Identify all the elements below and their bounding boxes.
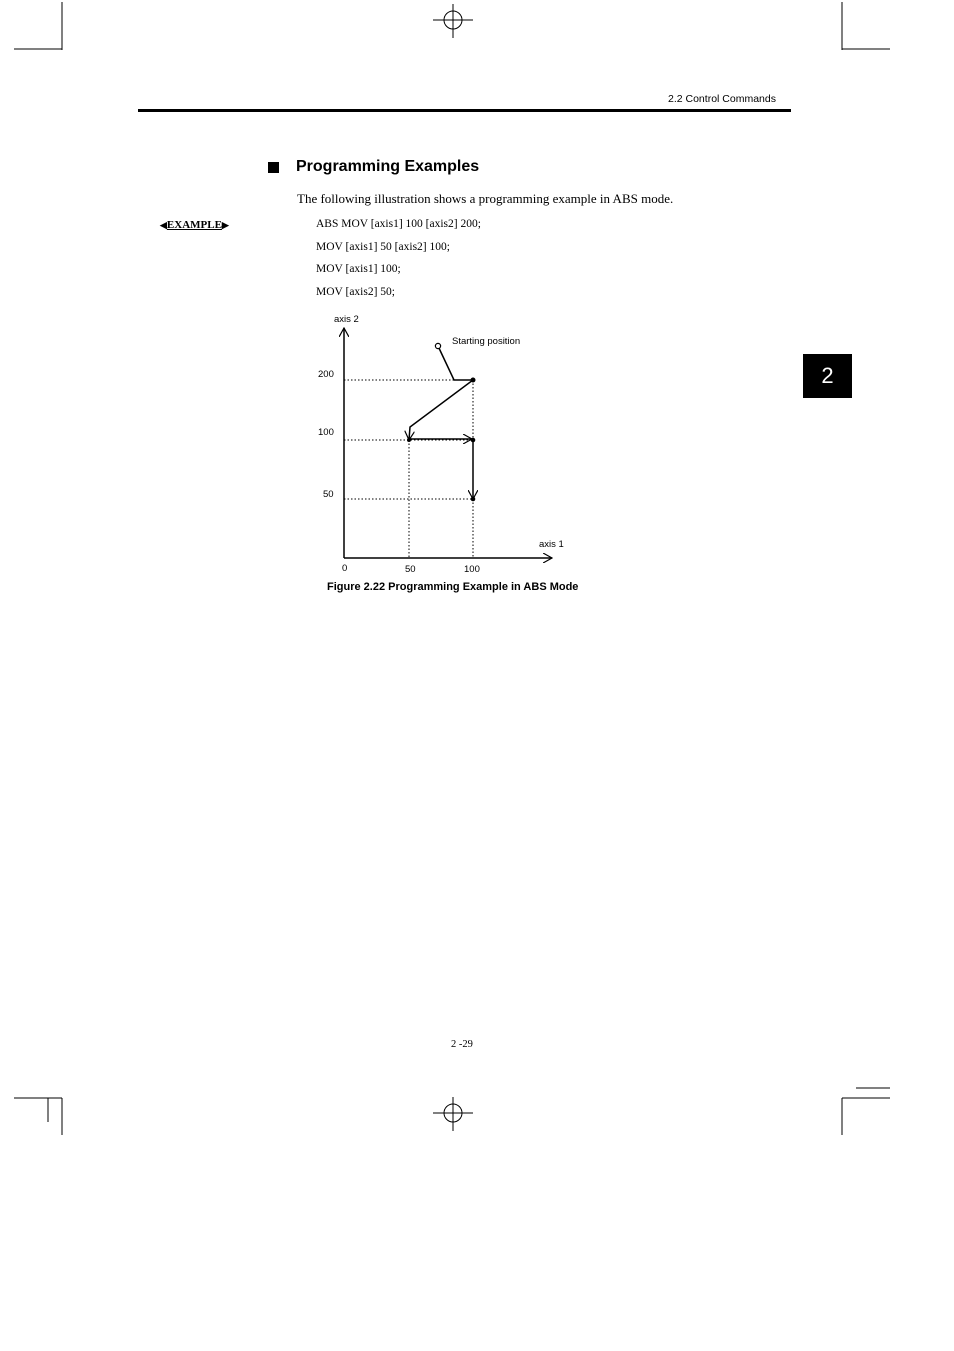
starting-position-label: Starting position [452,336,521,347]
section-heading [268,158,479,176]
path-seg-1 [409,380,473,440]
right-triangle-icon: ▶ [221,219,229,230]
x-tick-label: 0 [342,563,348,574]
y-tick-label: 50 [323,489,334,500]
code-line: MOV [axis1] 100; [316,263,401,275]
start-leader [438,346,473,380]
header-rule [138,109,791,112]
example-tag [160,219,229,231]
page-number: 2 -29 [451,1039,473,1050]
x-tick-label: 100 [464,564,480,575]
y-tick-label: 100 [318,427,334,438]
point-100-200 [471,378,476,383]
figure-caption: Figure 2.22 Programming Example in ABS Mode [327,581,579,593]
point-100-100 [471,438,476,443]
x-tick-label: 50 [405,564,416,575]
code-line: MOV [axis1] 50 [axis2] 100; [316,241,450,253]
code-line: MOV [axis2] 50; [316,286,396,298]
code-line: ABS MOV [axis1] 100 [axis2] 200; [316,218,481,230]
y-tick-label: 200 [318,369,334,380]
start-marker [435,343,440,348]
intro-paragraph: The following illustration shows a programming example in ABS mode. [297,191,674,206]
abs-mode-figure [300,305,600,580]
point-100-50 [471,497,476,502]
y-axis-label: axis 2 [334,314,359,325]
chapter-tab: 2 [803,354,852,398]
running-header: 2.2 Control Commands [668,93,776,105]
x-axis-label: axis 1 [539,539,564,550]
point-50-100 [407,438,411,442]
left-triangle-icon: ◀ [160,219,167,230]
square-bullet-icon [268,162,279,173]
example-label: EXAMPLE [166,219,222,231]
section-heading-text: Programming Examples [296,158,480,175]
